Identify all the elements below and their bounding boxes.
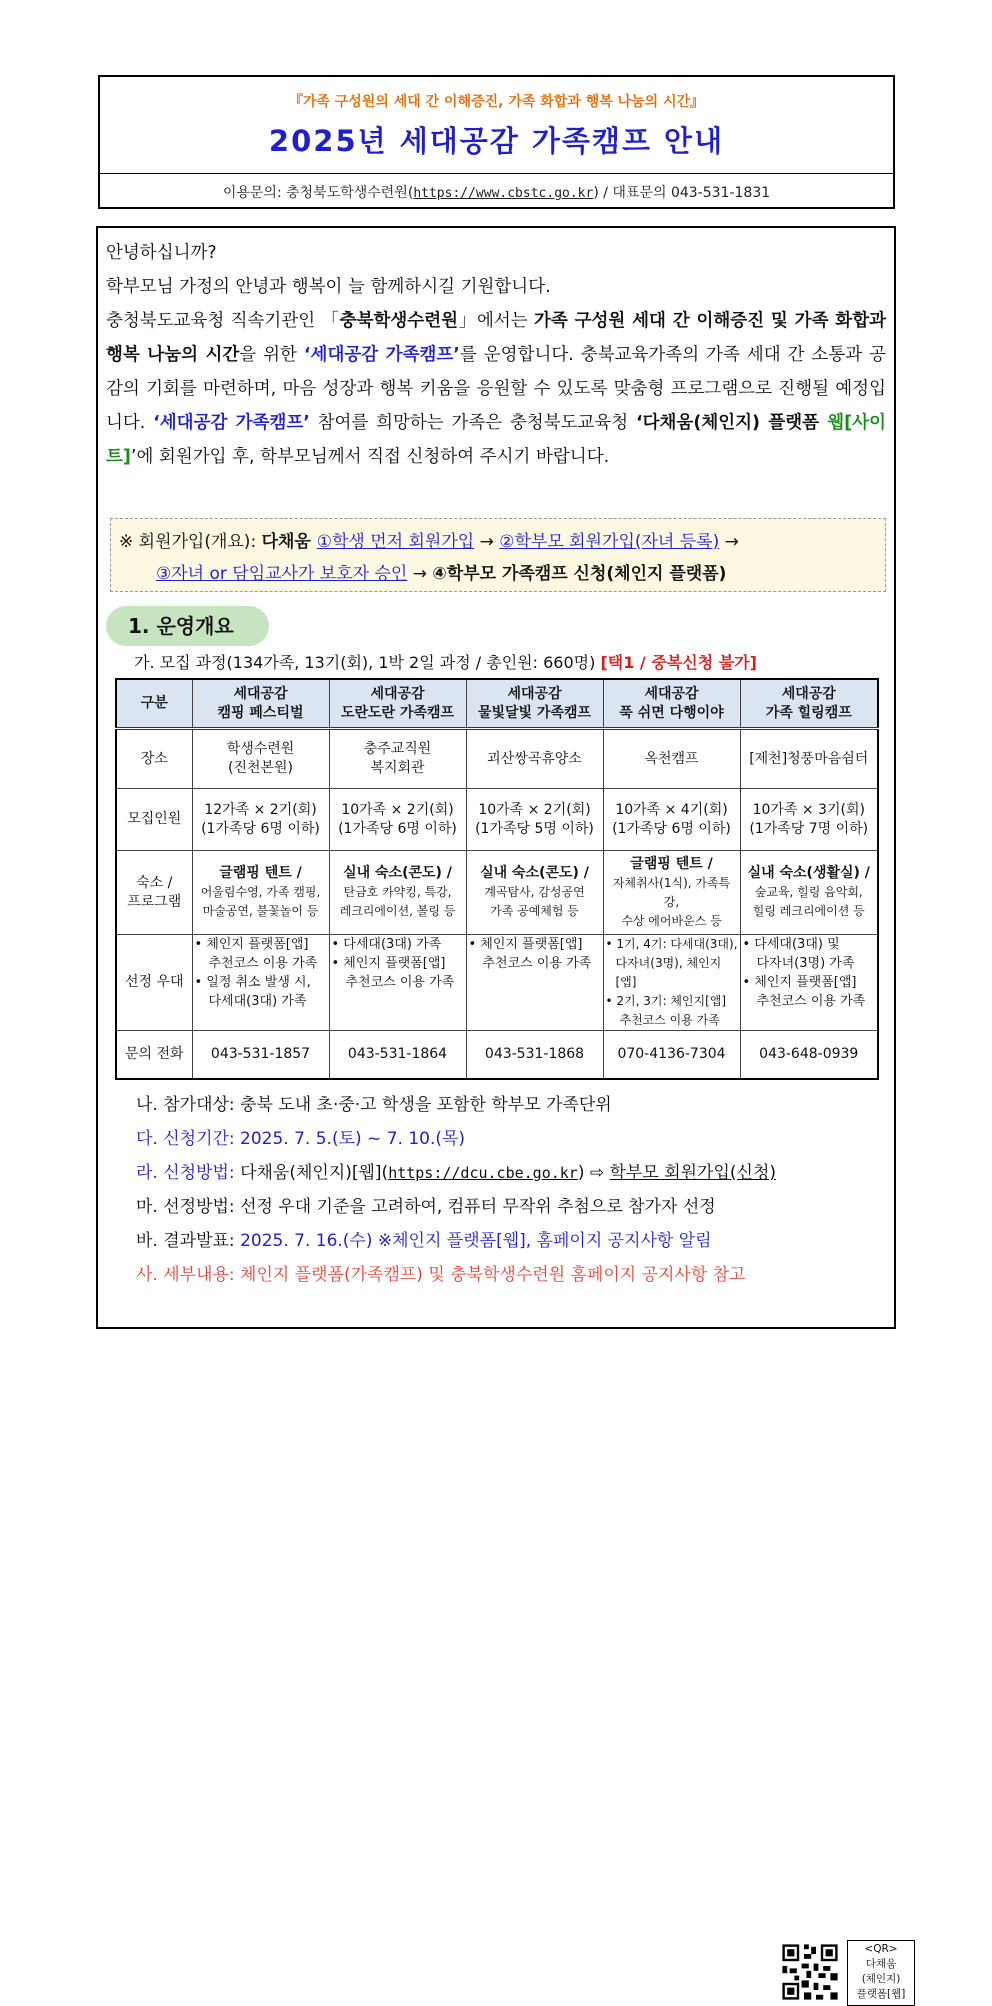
- qr-label-line: 다채움: [865, 1958, 897, 1970]
- phone-cell[interactable]: 043-531-1868: [466, 1031, 603, 1079]
- camp-header: [603, 679, 740, 729]
- contact-suffix: ) / 대표문의 043-531-1831: [593, 185, 771, 201]
- row-label-line: 숙소 /: [136, 874, 173, 891]
- table-cell: [329, 789, 466, 851]
- cell-line: 다자녀(3명) 가족: [756, 956, 855, 971]
- table-cell: [192, 851, 329, 935]
- cell-line: 추천코스 이용 가족: [345, 975, 455, 990]
- table-cell: [603, 935, 740, 1031]
- row-label-line: 프로그램: [127, 893, 182, 910]
- camp-line: 캠핑 페스티벌: [217, 704, 304, 721]
- note-step-2: ②학부모 회원가입(자녀 등록): [499, 532, 720, 552]
- header-subtitle: 『가족 구성원의 세대 간 이해증진, 가족 화합과 행복 나눔의 시간』: [288, 94, 705, 110]
- table-row: [116, 729, 878, 789]
- row-label: 모집인원: [116, 789, 192, 851]
- qr-label-line: <QR>: [864, 1943, 898, 1955]
- section-title: 1. 운영개요: [106, 606, 269, 646]
- cell-line: 실내 숙소(생활실) /: [747, 865, 870, 881]
- main-box: [96, 226, 906, 2000]
- apply-url-link[interactable]: https://dcu.cbe.go.kr: [388, 1164, 578, 1182]
- table-row: [116, 935, 878, 1031]
- cell-line: 자체취사(1식), 가족특강,: [612, 875, 731, 909]
- table-cell: [329, 729, 466, 789]
- camp-line: 물빛달빛 가족캠프: [477, 704, 592, 721]
- cell-line: 실내 숙소(콘도) /: [480, 865, 589, 881]
- qr-code-icon[interactable]: [780, 1942, 840, 2002]
- cell-line: • 체인지 플랫폼[앱]: [331, 956, 446, 971]
- cell-line: 글램핑 텐트 /: [219, 865, 302, 881]
- note-step-3: ③자녀 or 담임교사가 보호자 승인: [156, 564, 408, 584]
- item-ba-label: 바. 결과발표:: [136, 1231, 241, 1251]
- table-cell: [192, 935, 329, 1031]
- cell-line: (1가족당 5명 이하): [475, 820, 594, 837]
- note-step-1: ①학생 먼저 회원가입: [316, 532, 475, 552]
- table-cell: [466, 851, 603, 935]
- cell-line: 12가족 × 2기(회): [204, 801, 317, 818]
- camp-line: 세대공감: [507, 685, 562, 702]
- camp-line: 세대공감: [370, 685, 425, 702]
- cell-line: (진천본원): [227, 760, 294, 776]
- note-arrow: →: [474, 532, 500, 552]
- contact-url-link[interactable]: https://www.cbstc.go.kr: [413, 186, 594, 201]
- camp-line: 가족 힐링캠프: [765, 704, 852, 721]
- cell-line: 실내 숙소(콘도) /: [343, 865, 452, 881]
- intro-seg: ‘세대공감 가족캠프’: [303, 345, 460, 365]
- table-row: [116, 1031, 878, 1079]
- cell-line: 레크리에이션, 볼링 등: [339, 904, 456, 918]
- intro-seg: 을 위한: [239, 345, 304, 365]
- note-arrow: →: [407, 564, 433, 584]
- table-cell: [740, 789, 878, 851]
- cell-line: (1가족당 7명 이하): [749, 820, 869, 837]
- item-ra-mid: ) ⇨: [577, 1163, 610, 1183]
- cell-line: 충주교직원: [363, 741, 432, 757]
- cell-line: 괴산쌍곡휴양소: [487, 750, 582, 767]
- cell-line: (1가족당 6명 이하): [612, 820, 731, 837]
- camp-header: [329, 679, 466, 729]
- row-label: 선정 우대: [116, 935, 192, 1031]
- cell-line: • 체인지 플랫폼[앱]: [468, 937, 583, 952]
- cell-line: 추천코스 이용 가족: [619, 1013, 720, 1027]
- page-title: 2025년 세대공감 가족캠프 안내: [268, 124, 725, 158]
- overview-table: [115, 678, 879, 1080]
- cell-line: (1가족당 6명 이하): [201, 820, 320, 837]
- camp-header: [466, 679, 603, 729]
- intro-seg: 를 운영합니다. 충북교육가족의 가족 세대 간 소통과 공감의 기회를 마련하며, 마음 성장과 행복 키움을 응원할 수 있도록 맞춤형 프로그램으로 진행될 예정입니다.: [106, 345, 886, 433]
- table-corner: 구분: [116, 679, 192, 729]
- item-ma-label: 마. 선정방법:: [136, 1197, 241, 1217]
- note-line-2: [156, 559, 726, 584]
- camp-header: [740, 679, 878, 729]
- camp-header: [192, 679, 329, 729]
- contact-prefix: 이용문의: 충청북도학생수련원(: [222, 185, 414, 201]
- item-ra-end: 학부모 회원가입(신청): [609, 1163, 776, 1183]
- cell-line: 다세대(3대) 가족: [208, 994, 307, 1009]
- intro-paragraph: [106, 304, 886, 474]
- cell-line: • 다세대(3대) 가족: [331, 937, 442, 952]
- cell-line: 수상 에어바운스 등: [621, 913, 722, 928]
- table-cell: [192, 729, 329, 789]
- cell-line: 숲교육, 힐링 음악회,: [754, 885, 863, 899]
- cell-line: • 1기, 4기: 다세대(3대),: [605, 937, 738, 951]
- cell-line: 학생수련원: [226, 741, 295, 757]
- intro-seg: ’에 회원가입 후, 학부모님께서 직접 신청하여 주시기 바랍니다.: [130, 447, 610, 467]
- item-sa: 사. 세부내용: 체인지 플랫폼(가족캠프) 및 충북학생수련원 홈페이지 공지사항 참고: [136, 1265, 746, 1285]
- cell-line: 마술공연, 불꽃놀이 등: [202, 904, 319, 918]
- cell-line: • 2기, 3기: 체인지[앱]: [605, 994, 727, 1008]
- recruit-summary-text: 가. 모집 과정(134가족, 13기(회), 1박 2일 과정 / 총인원: 660명): [134, 653, 596, 672]
- camp-line: 세대공감: [644, 685, 699, 702]
- table-cell: [740, 729, 878, 789]
- intro-wish: 학부모님 가정의 안녕과 행복이 늘 함께하시길 기원합니다.: [106, 277, 551, 297]
- header-contact: [100, 182, 893, 202]
- cell-line: • 체인지 플랫폼[앱]: [742, 975, 857, 990]
- cell-line: 가족 공예체험 등: [490, 904, 579, 918]
- cell-line: 복지회관: [370, 760, 425, 776]
- item-ra-text: 다채움(체인지)[웹](: [240, 1163, 389, 1183]
- cell-line: • 체인지 플랫폼[앱]: [194, 937, 309, 952]
- camp-line: 푹 쉬면 다행이야: [619, 704, 724, 721]
- intro-text: [106, 236, 886, 474]
- cell-line: 추천코스 이용 가족: [482, 956, 592, 971]
- signup-note: [110, 518, 886, 592]
- cell-line: 10가족 × 4기(회): [615, 801, 728, 818]
- table-cell: [329, 851, 466, 935]
- intro-greeting: 안녕하십니까?: [106, 243, 217, 263]
- cell-line: 10가족 × 2기(회): [341, 801, 454, 818]
- table-row: [116, 851, 878, 935]
- intro-seg: ‘다채움(체인지) 플랫폼: [635, 413, 828, 433]
- table-row: [116, 789, 878, 851]
- note-step-4: ④학부모 가족캠프 신청(체인지 플랫폼): [432, 564, 727, 584]
- phone-cell[interactable]: 070-4136-7304: [603, 1031, 740, 1079]
- cell-line: 추천코스 이용 가족: [208, 956, 318, 971]
- cell-line: • 다세대(3대) 및: [742, 937, 840, 952]
- cell-line: 탄금호 카약킹, 특강,: [343, 885, 452, 899]
- intro-seg: 충북학생수련원: [339, 311, 459, 331]
- item-ba-text: 2025. 7. 16.(수) ※체인지 플랫폼[웹], 홈페이지 공지사항 알림: [240, 1231, 712, 1251]
- cell-line: (1가족당 6명 이하): [338, 820, 457, 837]
- intro-seg: 」에서는: [458, 311, 534, 331]
- note-line-1: [119, 527, 739, 552]
- item-na: 나. 참가대상: 충북 도내 초·중·고 학생을 포함한 학부모 가족단위: [136, 1095, 612, 1115]
- intro-seg: ‘세대공감 가족캠프’: [153, 413, 310, 433]
- cell-line: 계곡탐사, 감성공연: [484, 885, 585, 899]
- table-cell: [329, 935, 466, 1031]
- row-label: 문의 전화: [116, 1031, 192, 1079]
- table-cell: [603, 851, 740, 935]
- note-prefix: ※ 회원가입(개요):: [119, 532, 262, 552]
- table-cell: [603, 789, 740, 851]
- item-ma-text: 선정 우대 기준을 고려하여, 컴퓨터 무작위 추첨으로 참가자 선정: [240, 1197, 716, 1217]
- intro-seg: 가족 구성원 세대 간 이해증진 및 가족 화합과 행복 나눔의 시간: [106, 311, 887, 365]
- header-box: [98, 75, 895, 209]
- phone-cell[interactable]: 043-531-1857: [192, 1031, 329, 1079]
- cell-line: 힐링 레크리에이션 등: [752, 904, 865, 918]
- row-label: [116, 851, 192, 935]
- cell-line: • 일정 취소 발생 시,: [194, 975, 311, 990]
- phone-cell[interactable]: 043-648-0939: [740, 1031, 878, 1079]
- table-cell: [466, 729, 603, 789]
- camp-line: 세대공감: [233, 685, 288, 702]
- cell-line: 글램핑 텐트 /: [630, 855, 713, 872]
- table-cell: [192, 789, 329, 851]
- recruit-summary: [134, 650, 757, 673]
- item-da: 다. 신청기간: 2025. 7. 5.(토) ~ 7. 10.(목): [136, 1129, 466, 1149]
- item-ra-label: 라. 신청방법:: [136, 1163, 241, 1183]
- recruit-warning: [택1 / 중복신청 불가]: [600, 653, 757, 672]
- table-cell: [740, 851, 878, 935]
- table-header-row: [116, 679, 878, 729]
- qr-label-line: 플랫폼[웹]: [856, 1988, 906, 2000]
- phone-cell[interactable]: 043-531-1864: [329, 1031, 466, 1079]
- cell-line: 10가족 × 2기(회): [478, 801, 591, 818]
- cell-line: 다자녀(3명), 체인지[앱]: [615, 956, 722, 989]
- header-divider: [100, 173, 893, 174]
- note-brand: 다채움: [261, 532, 317, 552]
- cell-line: 10가족 × 3기(회): [752, 801, 865, 818]
- cell-line: [제천]청풍마음쉼터: [749, 750, 869, 767]
- item-ma: [136, 1192, 716, 1217]
- camp-line: 도란도란 가족캠프: [340, 704, 455, 721]
- table-cell: [603, 729, 740, 789]
- item-ra: [136, 1158, 776, 1183]
- camp-line: 세대공감: [781, 685, 836, 702]
- qr-label-line: (체인지): [861, 1973, 901, 1985]
- cell-line: 옥천캠프: [644, 750, 699, 767]
- qr-label: [847, 1940, 915, 2006]
- cell-line: 어울림수영, 가족 캠핑,: [200, 885, 321, 899]
- item-ba: [136, 1226, 712, 1251]
- intro-seg: 참여를 희망하는 가족은 충청북도교육청: [309, 413, 636, 433]
- table-cell: [466, 935, 603, 1031]
- table-cell: [740, 935, 878, 1031]
- intro-seg: 웹[사이트]: [106, 413, 886, 467]
- cell-line: 추천코스 이용 가족: [756, 994, 866, 1009]
- note-arrow: →: [719, 532, 739, 552]
- table-cell: [466, 789, 603, 851]
- row-label: 장소: [116, 729, 192, 789]
- intro-seg: 충청북도교육청 직속기관인 「: [106, 311, 340, 331]
